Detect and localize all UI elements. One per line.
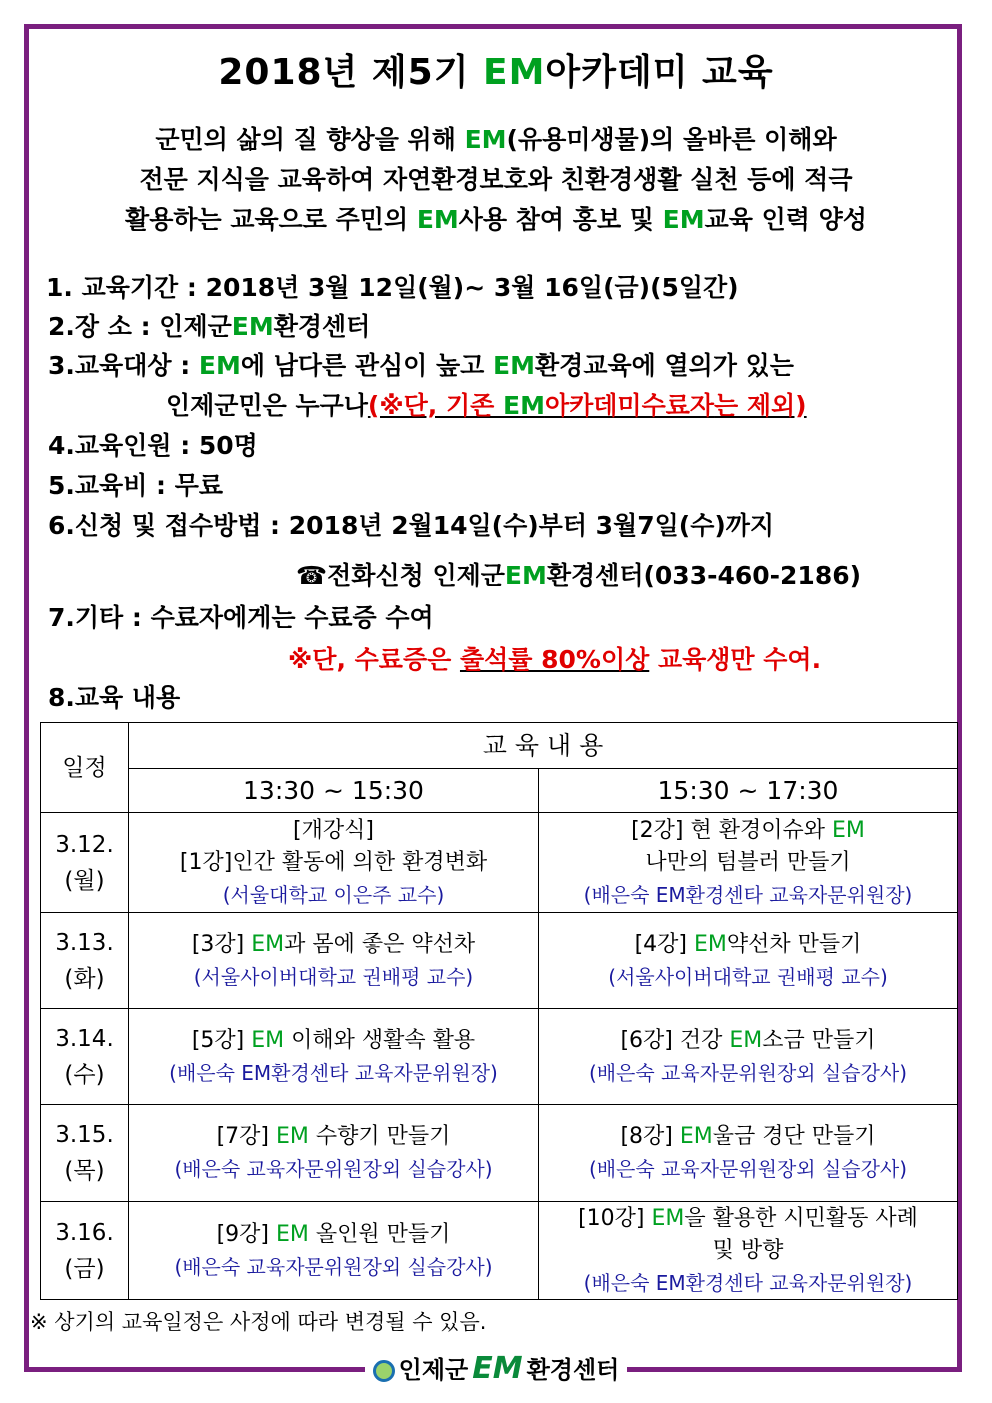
- title-text: 2018년 제5기: [218, 52, 483, 93]
- page-title: [0, 44, 992, 95]
- item-content: 8.교육 내용: [48, 683, 181, 712]
- title-text-post: 아카데미 교육: [545, 52, 774, 93]
- table-row: 3.15. (목) [7강] EM 수향기 만들기 (배은숙 교육자문위원장외 실습강사) [8강] EM울금 경단 만들기 (배은숙 교육자문위원장외 실습강사): [41, 1105, 958, 1202]
- item-period: 1. 교육기간 : 2018년 3월 12일(월)~ 3월 16일(금)(5일간): [46, 273, 739, 302]
- header-time-2: 15:30 ~ 17:30: [539, 769, 958, 813]
- item-etc: 7.기타 : 수료자에게는 수료증 수여: [48, 603, 434, 632]
- intro-line-3: 활용하는 교육으로 주민의 EM사용 참여 홍보 및 EM교육 인력 양성: [125, 205, 867, 234]
- table-row: 3.14. (수) [5강] EM 이해와 생활속 활용 (배은숙 EM환경센타 교육자문위원장) [6강] 건강 EM소금 만들기 (배은숙 교육자문위원장외 실습강사): [41, 1009, 958, 1105]
- intro-line-2: 전문 지식을 교육하여 자연환경보호와 친환경생활 실천 등에 적극: [139, 165, 853, 194]
- schedule-table: [40, 722, 958, 1300]
- intro-paragraph: [36, 120, 956, 240]
- item-location: 2.장 소 : 인제군EM환경센터: [48, 312, 371, 341]
- item-count: 4.교육인원 : 50명: [48, 431, 258, 460]
- inje-emblem-icon: [373, 1360, 395, 1382]
- item-apply-phone: ☎전화신청 인제군EM환경센터(033-460-2186): [296, 561, 862, 590]
- phone-icon: ☎: [296, 561, 328, 590]
- item-target: 3.교육대상 : EM에 남다른 관심이 높고 EM환경교육에 열의가 있는: [48, 351, 794, 380]
- item-apply: 6.신청 및 접수방법 : 2018년 2월14일(수)부터 3월7일(수)까지: [48, 511, 775, 540]
- header-time-1: 13:30 ~ 15:30: [129, 769, 539, 813]
- item-fee: 5.교육비 : 무료: [48, 471, 224, 500]
- table-row: 3.16. (금) [9강] EM 올인원 만들기 (배은숙 교육자문위원장외 실습강사) [10강] EM을 활용한 시민활동 사례 및 방향 (배은숙 EM환경센타 교육자문위원장): [41, 1202, 958, 1300]
- header-date: 일정: [41, 723, 129, 813]
- footer-logo: 인제군 EM 환경센터: [0, 1350, 992, 1386]
- intro-line-1: 군민의 삶의 질 향상을 위해 EM(유용미생물)의 올바른 이해와: [155, 125, 837, 154]
- item-target-2: 인제군민은 누구나(※단, 기존 EM아카데미수료자는 제외): [166, 391, 807, 420]
- table-row: 3.13. (화) [3강] EM과 몸에 좋은 약선차 (서울사이버대학교 권배평 교수) [4강] EM약선차 만들기 (서울사이버대학교 권배평 교수): [41, 913, 958, 1009]
- header-content: 교 육 내 용: [129, 723, 958, 769]
- title-em: EM: [483, 52, 546, 93]
- schedule-note: ※ 상기의 교육일정은 사정에 따라 변경될 수 있음.: [30, 1310, 487, 1334]
- item-etc-note: ※단, 수료증은 출석률 80%이상 교육생만 수여.: [288, 645, 822, 674]
- table-row: 3.12. (월) [개강식] [1강]인간 활동에 의한 환경변화 (서울대학교 이은주 교수) [2강] 현 환경이슈와 EM 나만의 텀블러 만들기 (배은숙 EM환경센타 교육자문위원장): [41, 813, 958, 913]
